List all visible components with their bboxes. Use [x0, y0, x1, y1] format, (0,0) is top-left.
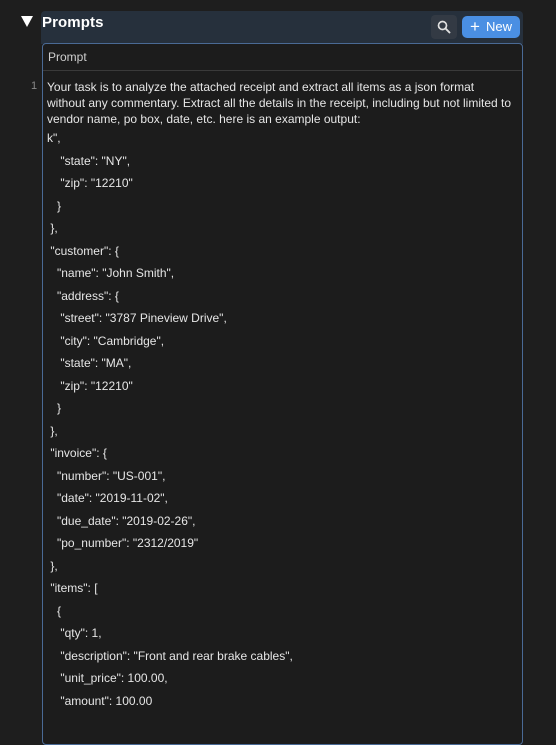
code-line: },	[47, 423, 58, 438]
code-line: k",	[47, 131, 61, 145]
code-line: "state": "MA",	[47, 356, 132, 370]
prompt-editor[interactable]	[47, 79, 517, 712]
code-line: "customer": {	[47, 243, 119, 258]
prompts-section-header	[0, 0, 556, 44]
code-line: "number": "US-001",	[47, 468, 166, 483]
line-number: 1	[31, 80, 38, 92]
code-line: "zip": "12210"	[47, 378, 133, 393]
prompt-paragraph: Your task is to analyze the attached receipt and extract all items as a json format without any commentary. Extract all the details in the receipt, including but not limited to vendor name, po box, date, etc. here is an example output:	[47, 80, 512, 126]
search-button[interactable]	[431, 15, 457, 39]
code-line: "unit_price": 100.00,	[47, 671, 168, 685]
code-line: "invoice": {	[47, 446, 107, 460]
code-line: "description": "Front and rear brake cables",	[47, 648, 293, 663]
plus-icon: +	[470, 17, 480, 36]
prompts-title-bar	[41, 11, 523, 44]
code-line: "items": [	[47, 581, 98, 595]
code-lines	[47, 127, 517, 712]
prompt-panel-header	[43, 44, 522, 71]
code-line: "street": "3787 Pineview Drive",	[47, 311, 227, 325]
code-line: },	[47, 558, 58, 573]
code-line: "po_number": "2312/2019"	[47, 536, 199, 550]
code-line: "address": {	[47, 288, 119, 303]
search-icon	[437, 20, 451, 34]
prompt-label: Prompt	[48, 50, 87, 64]
code-line: "city": "Cambridge",	[47, 333, 165, 348]
new-prompt-button[interactable]	[462, 16, 520, 38]
code-line: "name": "John Smith",	[47, 266, 175, 280]
code-line: {	[47, 603, 62, 618]
code-line: "qty": 1,	[47, 626, 102, 640]
code-line: "amount": 100.00	[47, 693, 153, 708]
code-line: "date": "2019-11-02",	[47, 491, 168, 505]
collapse-triangle-icon[interactable]	[21, 16, 33, 27]
section-title: Prompts	[42, 14, 104, 31]
code-line: "due_date": "2019-02-26",	[47, 513, 196, 528]
code-line: "zip": "12210"	[47, 176, 133, 190]
code-line: },	[47, 221, 58, 235]
code-line: }	[47, 401, 62, 415]
new-button-label: New	[486, 19, 513, 34]
code-line: }	[47, 198, 62, 213]
code-line: "state": "NY",	[47, 153, 131, 168]
